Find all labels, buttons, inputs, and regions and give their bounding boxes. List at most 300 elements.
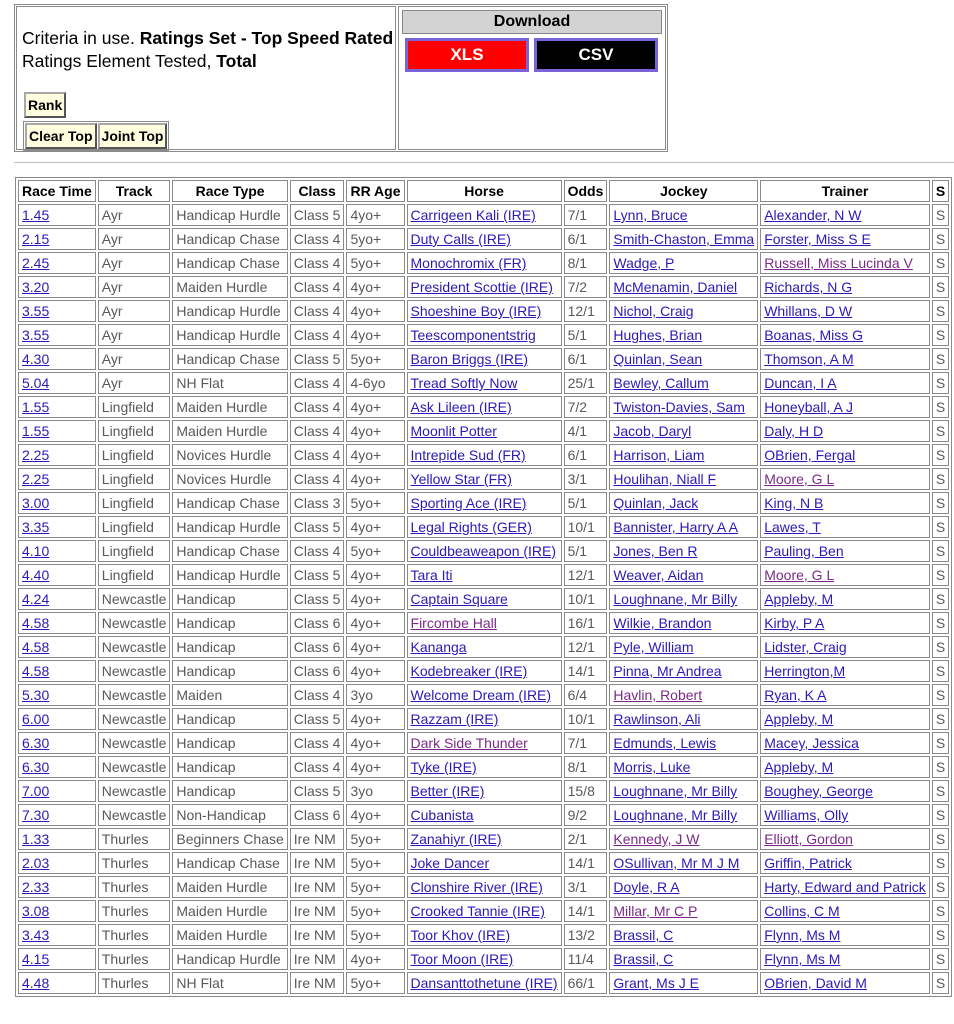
- race-type-cell: Maiden Hurdle: [172, 900, 287, 922]
- horse-link[interactable]: Zanahiyr (IRE): [410, 831, 502, 847]
- age-cell: 4yo+: [346, 564, 404, 586]
- jockey-cell: [609, 780, 758, 802]
- horse-link[interactable]: Toor Moon (IRE): [410, 951, 514, 967]
- horse-cell: [407, 732, 562, 754]
- jockey-link[interactable]: Pinna, Mr Andrea: [613, 663, 722, 679]
- horse-link[interactable]: Crooked Tannie (IRE): [410, 903, 545, 919]
- track-cell: Newcastle: [98, 756, 171, 778]
- trainer-link[interactable]: Elliott, Gordon: [764, 831, 853, 847]
- trainer-link[interactable]: Honeyball, A J: [764, 399, 853, 415]
- trainer-cell: [760, 252, 930, 274]
- trainer-cell: [760, 852, 930, 874]
- track-cell: Thurles: [98, 900, 171, 922]
- race-time-link[interactable]: 1.55: [22, 423, 50, 439]
- horse-link[interactable]: Fircombe Hall: [410, 615, 497, 631]
- trainer-cell: [760, 948, 930, 970]
- jockey-cell: [609, 708, 758, 730]
- race-time-link[interactable]: 3.08: [22, 903, 50, 919]
- odds-cell: 15/8: [564, 780, 608, 802]
- horse-link[interactable]: President Scottie (IRE): [410, 279, 553, 295]
- jockey-link[interactable]: Millar, Mr C P: [613, 903, 698, 919]
- odds-cell: 12/1: [564, 300, 608, 322]
- table-row: [18, 972, 949, 994]
- extra-cell: S: [932, 300, 949, 322]
- horse-link[interactable]: Clonshire River (IRE): [410, 879, 543, 895]
- race-time-link[interactable]: 3.43: [22, 927, 50, 943]
- jockey-link[interactable]: McMenamin, Daniel: [613, 279, 738, 295]
- race-time-cell: [18, 684, 96, 706]
- horse-link[interactable]: Carrigeen Kali (IRE): [410, 207, 536, 223]
- race-time-link[interactable]: 2.33: [22, 879, 50, 895]
- horse-link[interactable]: Shoeshine Boy (IRE): [410, 303, 542, 319]
- age-cell: 4yo+: [346, 660, 404, 682]
- race-time-link[interactable]: 2.25: [22, 447, 50, 463]
- jockey-link[interactable]: Loughnane, Mr Billy: [613, 591, 738, 607]
- jockey-link[interactable]: Bewley, Callum: [613, 375, 709, 391]
- race-time-link[interactable]: 1.45: [22, 207, 50, 223]
- track-cell: Ayr: [98, 348, 171, 370]
- jockey-cell: [609, 876, 758, 898]
- horse-link[interactable]: Moonlit Potter: [410, 423, 497, 439]
- jockey-cell: [609, 804, 758, 826]
- jockey-link[interactable]: Edmunds, Lewis: [613, 735, 717, 751]
- horse-link[interactable]: Monochromix (FR): [410, 255, 527, 271]
- trainer-link[interactable]: Alexander, N W: [764, 207, 862, 223]
- race-type-cell: Handicap Chase: [172, 492, 287, 514]
- extra-cell: S: [932, 516, 949, 538]
- col-track-header: Track: [98, 180, 171, 202]
- horse-link[interactable]: Couldbeaweapon (IRE): [410, 543, 557, 559]
- race-time-link[interactable]: 5.30: [22, 687, 50, 703]
- horse-link[interactable]: Ask Lileen (IRE): [410, 399, 512, 415]
- jockey-link[interactable]: Harrison, Liam: [613, 447, 705, 463]
- trainer-link[interactable]: Griffin, Patrick: [764, 855, 852, 871]
- race-time-cell: [18, 924, 96, 946]
- track-cell: Thurles: [98, 828, 171, 850]
- extra-cell: S: [932, 852, 949, 874]
- trainer-cell: [760, 540, 930, 562]
- table-row: [18, 468, 949, 490]
- race-time-link[interactable]: 4.40: [22, 567, 50, 583]
- jockey-link[interactable]: Morris, Luke: [613, 759, 691, 775]
- race-time-cell: [18, 852, 96, 874]
- track-cell: Newcastle: [98, 708, 171, 730]
- race-time-cell: [18, 828, 96, 850]
- jockey-link[interactable]: Brassil, C: [613, 951, 674, 967]
- rank-button[interactable]: Rank: [24, 92, 66, 118]
- race-time-link[interactable]: 3.00: [22, 495, 50, 511]
- odds-cell: 3/1: [564, 468, 608, 490]
- age-cell: 5yo+: [346, 900, 404, 922]
- jockey-cell: [609, 588, 758, 610]
- age-cell: 5yo+: [346, 540, 404, 562]
- track-cell: Thurles: [98, 852, 171, 874]
- trainer-link[interactable]: Kirby, P A: [764, 615, 825, 631]
- table-row: [18, 396, 949, 418]
- race-time-cell: [18, 516, 96, 538]
- race-type-cell: Handicap: [172, 732, 287, 754]
- track-cell: Lingfield: [98, 468, 171, 490]
- criteria-panel: [14, 4, 668, 152]
- race-time-link[interactable]: 2.03: [22, 855, 50, 871]
- race-time-cell: [18, 228, 96, 250]
- odds-cell: 6/1: [564, 228, 608, 250]
- horse-link[interactable]: Duty Calls (IRE): [410, 231, 511, 247]
- race-time-link[interactable]: 5.04: [22, 375, 50, 391]
- race-time-cell: [18, 324, 96, 346]
- jockey-link[interactable]: Jacob, Daryl: [613, 423, 692, 439]
- trainer-link[interactable]: Ryan, K A: [764, 687, 827, 703]
- extra-cell: S: [932, 324, 949, 346]
- csv-download-button[interactable]: CSV: [534, 38, 658, 72]
- trainer-link[interactable]: Thomson, A M: [764, 351, 854, 367]
- race-time-link[interactable]: 2.15: [22, 231, 50, 247]
- trainer-link[interactable]: Flynn, Ms M: [764, 927, 841, 943]
- trainer-link[interactable]: Lidster, Craig: [764, 639, 847, 655]
- xls-download-button[interactable]: XLS: [405, 38, 529, 72]
- col-horse-header: Horse: [407, 180, 562, 202]
- table-row: [18, 324, 949, 346]
- trainer-link[interactable]: Duncan, I A: [764, 375, 837, 391]
- table-row: [18, 876, 949, 898]
- class-cell: Class 3: [290, 492, 345, 514]
- jockey-link[interactable]: Kennedy, J W: [613, 831, 700, 847]
- odds-cell: 6/1: [564, 348, 608, 370]
- trainer-link[interactable]: Collins, C M: [764, 903, 840, 919]
- age-cell: 4yo+: [346, 444, 404, 466]
- odds-cell: 5/1: [564, 492, 608, 514]
- trainer-link[interactable]: Appleby, M: [764, 591, 834, 607]
- track-cell: Newcastle: [98, 660, 171, 682]
- race-time-link[interactable]: 6.30: [22, 735, 50, 751]
- race-time-link[interactable]: 3.35: [22, 519, 50, 535]
- age-cell: 4yo+: [346, 588, 404, 610]
- age-cell: 4yo+: [346, 468, 404, 490]
- jockey-link[interactable]: Quinlan, Jack: [613, 495, 699, 511]
- race-time-link[interactable]: 4.58: [22, 639, 50, 655]
- extra-cell: S: [932, 492, 949, 514]
- race-time-link[interactable]: 6.30: [22, 759, 50, 775]
- track-cell: Newcastle: [98, 636, 171, 658]
- horse-link[interactable]: Yellow Star (FR): [410, 471, 512, 487]
- track-cell: Lingfield: [98, 396, 171, 418]
- trainer-link[interactable]: Russell, Miss Lucinda V: [764, 255, 913, 271]
- table-row: [18, 948, 949, 970]
- race-time-link[interactable]: 2.25: [22, 471, 50, 487]
- trainer-link[interactable]: Harty, Edward and Patrick: [764, 879, 926, 895]
- class-cell: Class 4: [290, 276, 345, 298]
- jockey-link[interactable]: Wilkie, Brandon: [613, 615, 712, 631]
- class-cell: Class 4: [290, 420, 345, 442]
- class-cell: Class 6: [290, 636, 345, 658]
- class-cell: Ire NM: [290, 924, 345, 946]
- trainer-link[interactable]: Appleby, M: [764, 711, 834, 727]
- age-cell: 5yo+: [346, 924, 404, 946]
- trainer-link[interactable]: Daly, H D: [764, 423, 824, 439]
- odds-cell: 12/1: [564, 636, 608, 658]
- race-type-cell: Handicap Chase: [172, 252, 287, 274]
- table-row: [18, 348, 949, 370]
- trainer-link[interactable]: Appleby, M: [764, 759, 834, 775]
- jockey-link[interactable]: Hughes, Brian: [613, 327, 703, 343]
- trainer-link[interactable]: Williams, Olly: [764, 807, 849, 823]
- extra-cell: S: [932, 252, 949, 274]
- horse-link[interactable]: Tara Iti: [410, 567, 453, 583]
- clear-top-button[interactable]: Clear Top: [25, 123, 97, 149]
- horse-cell: [407, 876, 562, 898]
- age-cell: 5yo+: [346, 852, 404, 874]
- race-time-cell: [18, 276, 96, 298]
- trainer-cell: [760, 612, 930, 634]
- horse-cell: [407, 348, 562, 370]
- jockey-link[interactable]: Loughnane, Mr Billy: [613, 783, 738, 799]
- race-time-link[interactable]: 4.48: [22, 975, 50, 991]
- trainer-link[interactable]: Macey, Jessica: [764, 735, 859, 751]
- table-row: [18, 588, 949, 610]
- trainer-cell: [760, 636, 930, 658]
- track-cell: Lingfield: [98, 444, 171, 466]
- element-prefix: Ratings Element Tested,: [22, 51, 217, 71]
- horse-cell: [407, 588, 562, 610]
- trainer-link[interactable]: Richards, N G: [764, 279, 853, 295]
- trainer-cell: [760, 372, 930, 394]
- horse-cell: [407, 372, 562, 394]
- age-cell: 5yo+: [346, 876, 404, 898]
- race-time-link[interactable]: 1.55: [22, 399, 50, 415]
- horse-link[interactable]: Teescomponentstrig: [410, 327, 536, 343]
- horse-link[interactable]: Joke Dancer: [410, 855, 490, 871]
- col-race-time-header: Race Time: [18, 180, 96, 202]
- race-time-cell: [18, 468, 96, 490]
- age-cell: 3yo: [346, 780, 404, 802]
- trainer-cell: [760, 804, 930, 826]
- trainer-link[interactable]: Herrington,M: [764, 663, 846, 679]
- age-cell: 5yo+: [346, 828, 404, 850]
- horse-cell: [407, 228, 562, 250]
- class-cell: Class 6: [290, 660, 345, 682]
- odds-cell: 7/1: [564, 732, 608, 754]
- jockey-link[interactable]: Quinlan, Sean: [613, 351, 703, 367]
- trainer-cell: [760, 228, 930, 250]
- race-time-link[interactable]: 3.55: [22, 303, 50, 319]
- table-row: [18, 924, 949, 946]
- track-cell: Lingfield: [98, 420, 171, 442]
- jockey-link[interactable]: Pyle, William: [613, 639, 694, 655]
- jockey-link[interactable]: Lynn, Bruce: [613, 207, 688, 223]
- trainer-link[interactable]: OBrien, David M: [764, 975, 867, 991]
- jockey-link[interactable]: Nichol, Craig: [613, 303, 694, 319]
- table-row: [18, 516, 949, 538]
- table-row: [18, 804, 949, 826]
- race-time-link[interactable]: 3.20: [22, 279, 50, 295]
- odds-cell: 6/1: [564, 444, 608, 466]
- horse-link[interactable]: Cubanista: [410, 807, 474, 823]
- horse-link[interactable]: Better (IRE): [410, 783, 485, 799]
- jockey-link[interactable]: Wadge, P: [613, 255, 675, 271]
- trainer-cell: [760, 420, 930, 442]
- jockey-cell: [609, 924, 758, 946]
- horse-link[interactable]: Sporting Ace (IRE): [410, 495, 527, 511]
- race-time-cell: [18, 204, 96, 226]
- race-type-cell: NH Flat: [172, 372, 287, 394]
- jockey-cell: [609, 276, 758, 298]
- trainer-link[interactable]: Moore, G L: [764, 567, 835, 583]
- horse-link[interactable]: Razzam (IRE): [410, 711, 499, 727]
- trainer-cell: [760, 588, 930, 610]
- race-time-link[interactable]: 1.33: [22, 831, 50, 847]
- extra-cell: S: [932, 564, 949, 586]
- race-time-link[interactable]: 7.30: [22, 807, 50, 823]
- odds-cell: 7/2: [564, 396, 608, 418]
- horse-link[interactable]: Baron Briggs (IRE): [410, 351, 528, 367]
- race-time-link[interactable]: 7.00: [22, 783, 50, 799]
- jockey-cell: [609, 828, 758, 850]
- jockey-cell: [609, 252, 758, 274]
- extra-cell: S: [932, 948, 949, 970]
- race-type-cell: Beginners Chase: [172, 828, 287, 850]
- horse-cell: [407, 804, 562, 826]
- jockey-link[interactable]: Rawlinson, Ali: [613, 711, 701, 727]
- trainer-link[interactable]: Forster, Miss S E: [764, 231, 871, 247]
- horse-link[interactable]: Dansanttothetune (IRE): [410, 975, 558, 991]
- race-type-cell: Handicap Chase: [172, 348, 287, 370]
- horse-link[interactable]: Tyke (IRE): [410, 759, 477, 775]
- track-cell: Lingfield: [98, 516, 171, 538]
- jockey-link[interactable]: Loughnane, Mr Billy: [613, 807, 738, 823]
- race-type-cell: Handicap: [172, 660, 287, 682]
- table-row: [18, 684, 949, 706]
- jockey-link[interactable]: Twiston-Davies, Sam: [613, 399, 745, 415]
- jockey-link[interactable]: Brassil, C: [613, 927, 674, 943]
- odds-cell: 14/1: [564, 900, 608, 922]
- col-jockey-header: Jockey: [609, 180, 758, 202]
- horse-link[interactable]: Legal Rights (GER): [410, 519, 532, 535]
- race-time-link[interactable]: 4.10: [22, 543, 50, 559]
- horse-link[interactable]: Toor Khov (IRE): [410, 927, 511, 943]
- extra-cell: S: [932, 204, 949, 226]
- odds-cell: 7/2: [564, 276, 608, 298]
- race-time-link[interactable]: 4.15: [22, 951, 50, 967]
- table-row: [18, 756, 949, 778]
- age-cell: 5yo+: [346, 252, 404, 274]
- horse-cell: [407, 516, 562, 538]
- jockey-link[interactable]: Weaver, Aidan: [613, 567, 704, 583]
- horse-link[interactable]: Tread Softly Now: [410, 375, 518, 391]
- class-cell: Ire NM: [290, 972, 345, 994]
- odds-cell: 14/1: [564, 852, 608, 874]
- jockey-cell: [609, 420, 758, 442]
- race-time-cell: [18, 780, 96, 802]
- track-cell: Newcastle: [98, 732, 171, 754]
- race-type-cell: Maiden: [172, 684, 287, 706]
- track-cell: Ayr: [98, 324, 171, 346]
- race-time-cell: [18, 636, 96, 658]
- age-cell: 4yo+: [346, 732, 404, 754]
- horse-cell: [407, 420, 562, 442]
- extra-cell: S: [932, 660, 949, 682]
- race-time-link[interactable]: 4.58: [22, 663, 50, 679]
- trainer-cell: [760, 444, 930, 466]
- trainer-link[interactable]: Boanas, Miss G: [764, 327, 864, 343]
- horse-cell: [407, 252, 562, 274]
- trainer-cell: [760, 516, 930, 538]
- track-cell: Newcastle: [98, 684, 171, 706]
- horse-link[interactable]: Kodebreaker (IRE): [410, 663, 528, 679]
- trainer-link[interactable]: King, N B: [764, 495, 824, 511]
- jockey-link[interactable]: Doyle, R A: [613, 879, 680, 895]
- horse-link[interactable]: Welcome Dream (IRE): [410, 687, 552, 703]
- race-time-cell: [18, 396, 96, 418]
- race-time-link[interactable]: 4.30: [22, 351, 50, 367]
- jockey-link[interactable]: Havlin, Robert: [613, 687, 703, 703]
- trainer-link[interactable]: OBrien, Fergal: [764, 447, 856, 463]
- odds-cell: 10/1: [564, 708, 608, 730]
- class-cell: Class 4: [290, 444, 345, 466]
- results-table: [15, 177, 952, 997]
- jockey-cell: [609, 540, 758, 562]
- extra-cell: S: [932, 756, 949, 778]
- race-type-cell: Handicap Chase: [172, 540, 287, 562]
- joint-top-button[interactable]: Joint Top: [98, 123, 168, 149]
- col-race-type-header: Race Type: [172, 180, 287, 202]
- race-time-link[interactable]: 6.00: [22, 711, 50, 727]
- download-title: Download: [402, 10, 662, 34]
- trainer-link[interactable]: Moore, G L: [764, 471, 835, 487]
- jockey-cell: [609, 900, 758, 922]
- jockey-link[interactable]: Grant, Ms J E: [613, 975, 699, 991]
- trainer-cell: [760, 324, 930, 346]
- jockey-cell: [609, 756, 758, 778]
- trainer-link[interactable]: Lawes, T: [764, 519, 821, 535]
- extra-cell: S: [932, 900, 949, 922]
- track-cell: Thurles: [98, 972, 171, 994]
- race-type-cell: Maiden Hurdle: [172, 876, 287, 898]
- race-time-cell: [18, 756, 96, 778]
- odds-cell: 10/1: [564, 516, 608, 538]
- trainer-cell: [760, 204, 930, 226]
- horse-link[interactable]: Intrepide Sud (FR): [410, 447, 526, 463]
- trainer-link[interactable]: Pauling, Ben: [764, 543, 844, 559]
- jockey-link[interactable]: Smith-Chaston, Emma: [613, 231, 755, 247]
- trainer-link[interactable]: Whillans, D W: [764, 303, 853, 319]
- race-time-link[interactable]: 3.55: [22, 327, 50, 343]
- trainer-cell: [760, 276, 930, 298]
- jockey-link[interactable]: Jones, Ben R: [613, 543, 698, 559]
- trainer-cell: [760, 900, 930, 922]
- race-type-cell: Non-Handicap: [172, 804, 287, 826]
- jockey-link[interactable]: OSullivan, Mr M J M: [613, 855, 740, 871]
- table-row: [18, 900, 949, 922]
- extra-cell: S: [932, 420, 949, 442]
- trainer-link[interactable]: Flynn, Ms M: [764, 951, 841, 967]
- extra-cell: S: [932, 444, 949, 466]
- race-time-link[interactable]: 2.45: [22, 255, 50, 271]
- jockey-link[interactable]: Bannister, Harry A A: [613, 519, 738, 535]
- trainer-link[interactable]: Boughey, George: [764, 783, 873, 799]
- odds-cell: 7/1: [564, 204, 608, 226]
- horse-link[interactable]: Captain Square: [410, 591, 508, 607]
- jockey-link[interactable]: Houlihan, Niall F: [613, 471, 717, 487]
- col-odds-header: Odds: [564, 180, 608, 202]
- trainer-cell: [760, 924, 930, 946]
- race-time-link[interactable]: 4.58: [22, 615, 50, 631]
- criteria-box: [16, 6, 396, 150]
- horse-cell: [407, 300, 562, 322]
- race-time-link[interactable]: 4.24: [22, 591, 50, 607]
- jockey-cell: [609, 516, 758, 538]
- horse-link[interactable]: Kananga: [410, 639, 467, 655]
- horse-link[interactable]: Dark Side Thunder: [410, 735, 528, 751]
